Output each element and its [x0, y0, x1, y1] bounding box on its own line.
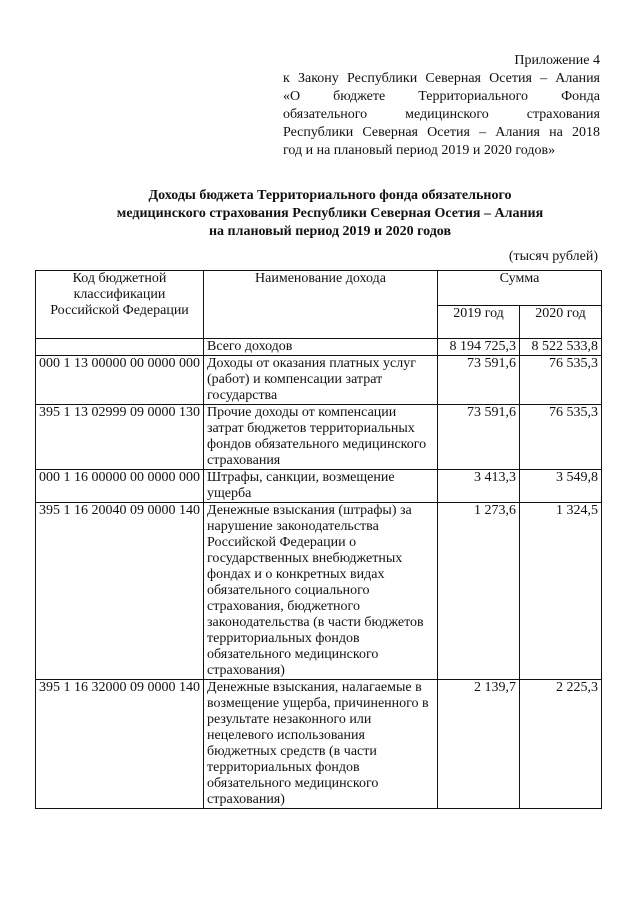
appendix-line: «О бюджете Территориального Фонда — [283, 89, 600, 104]
row-value-2020: 1 324,5 — [520, 503, 602, 680]
row-value-2019: 73 591,6 — [438, 405, 520, 470]
appendix-note — [283, 52, 600, 160]
appendix-line: Республики Северная Осетия – Алания на 2018 — [283, 125, 600, 140]
row-code: 000 1 13 00000 00 0000 000 — [36, 356, 204, 405]
table-header-row — [36, 271, 602, 306]
table-row — [36, 503, 602, 680]
row-code — [36, 339, 204, 356]
row-value-2019: 1 273,6 — [438, 503, 520, 680]
header-sum: Сумма — [438, 271, 602, 306]
row-name: Штрафы, санкции, возмещение ущерба — [204, 470, 438, 503]
appendix-line: Приложение 4 — [514, 53, 600, 68]
header-name: Наименование дохода — [204, 271, 438, 339]
row-code: 395 1 13 02999 09 0000 130 — [36, 405, 204, 470]
row-value-2020: 76 535,3 — [520, 405, 602, 470]
units-label: (тысяч рублей) — [508, 249, 598, 264]
header-year-2019: 2019 год — [438, 306, 520, 339]
row-code: 000 1 16 00000 00 0000 000 — [36, 470, 204, 503]
row-value-2019: 3 413,3 — [438, 470, 520, 503]
row-value-2020: 2 225,3 — [520, 680, 602, 809]
row-name: Всего доходов — [204, 339, 438, 356]
appendix-line: к Закону Республики Северная Осетия – Алания — [283, 71, 600, 86]
header-year-2020: 2020 год — [520, 306, 602, 339]
row-name: Прочие доходы от компенсации затрат бюджетов территориальных фондов обязательного медицинского страхования — [204, 405, 438, 470]
row-name: Доходы от оказания платных услуг (работ) и компенсации затрат государства — [204, 356, 438, 405]
row-name: Денежные взыскания (штрафы) за нарушение законодательства Российской Федерации о государственных внебюджетных фондах и о конкретных видах обязательного социального страхования, бюджетного законодательства (в части бюджетов территориальных фондов обязательного медицинского страхования) — [204, 503, 438, 680]
table-row — [36, 339, 602, 356]
table-row — [36, 470, 602, 503]
appendix-line: год и на плановый период 2019 и 2020 годов» — [283, 143, 556, 158]
title-line: медицинского страхования Республики Северная Осетия – Алания — [116, 206, 544, 221]
income-table — [35, 270, 602, 809]
row-code: 395 1 16 32000 09 0000 140 — [36, 680, 204, 809]
row-value-2019: 2 139,7 — [438, 680, 520, 809]
table-row — [36, 405, 602, 470]
row-value-2020: 3 549,8 — [520, 470, 602, 503]
row-name: Денежные взыскания, налагаемые в возмещение ущерба, причиненного в результате незаконного или нецелевого использования бюджетных средств (в части территориальных фондов обязательного медицинского страхования) — [204, 680, 438, 809]
row-value-2019: 8 194 725,3 — [438, 339, 520, 356]
table-row — [36, 356, 602, 405]
row-code: 395 1 16 20040 09 0000 140 — [36, 503, 204, 680]
row-value-2019: 73 591,6 — [438, 356, 520, 405]
header-code: Код бюджетной классификации Российской Федерации — [36, 271, 204, 339]
title-line: на плановый период 2019 и 2020 годов — [208, 224, 452, 239]
document-title — [60, 187, 600, 241]
row-value-2020: 76 535,3 — [520, 356, 602, 405]
table-row — [36, 680, 602, 809]
appendix-line: обязательного медицинского страхования — [283, 107, 600, 122]
title-line: Доходы бюджета Территориального фонда обязательного — [148, 188, 512, 203]
row-value-2020: 8 522 533,8 — [520, 339, 602, 356]
